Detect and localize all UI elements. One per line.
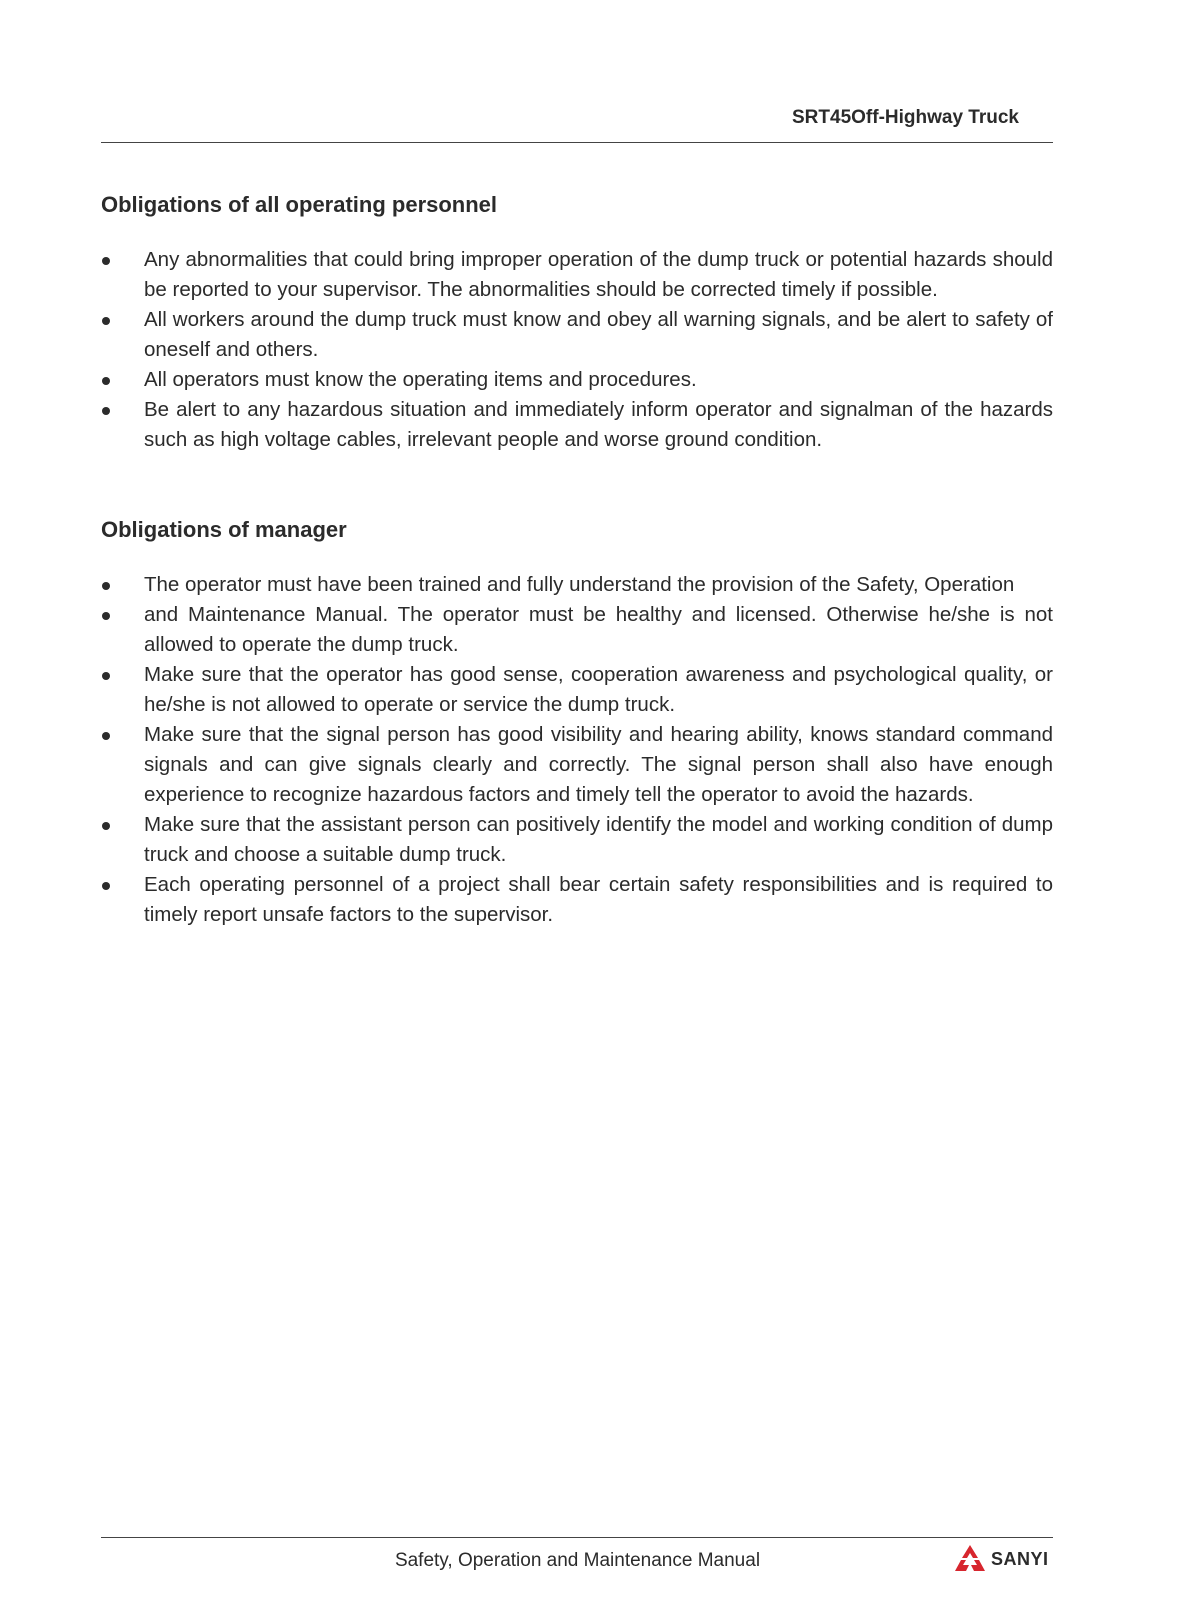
sanyi-logo-icon <box>954 1544 986 1574</box>
footer-title: Safety, Operation and Maintenance Manual <box>394 1550 761 1571</box>
list-item: and Maintenance Manual. The operator must be healthy and licensed. Otherwise he/she is not allowed to operate the dump truck. <box>101 600 1053 660</box>
section-heading-manager: Obligations of manager <box>101 517 347 542</box>
bullet-icon <box>102 732 110 740</box>
bullet-icon <box>102 317 110 325</box>
list-item: Make sure that the assistant person can positively identify the model and working condition of dump truck and choose a suitable dump truck. <box>101 810 1053 870</box>
bullet-icon <box>102 582 110 590</box>
list-item: Each operating personnel of a project shall bear certain safety responsibilities and is required to timely report unsafe factors to the supervisor. <box>101 870 1053 930</box>
bullet-icon <box>102 407 110 415</box>
bullet-icon <box>102 822 110 830</box>
sanyi-logo <box>954 1544 1049 1574</box>
list-item: Be alert to any hazardous situation and immediately inform operator and signalman of the hazards such as high voltage cables, irrelevant people and worse ground condition. <box>101 395 1053 455</box>
section-heading-personnel: Obligations of all operating personnel <box>101 192 498 217</box>
logo-text: SANYI <box>991 1548 1049 1569</box>
personnel-obligations-list <box>101 245 1053 455</box>
list-item: All operators must know the operating items and procedures. <box>101 365 1053 395</box>
header-divider <box>101 142 1053 143</box>
bullet-icon <box>102 672 110 680</box>
list-item: Any abnormalities that could bring improper operation of the dump truck or potential hazards should be reported to your supervisor. The abnormalities should be corrected timely if possible. <box>101 245 1053 305</box>
list-item: Make sure that the operator has good sense, cooperation awareness and psychological quality, or he/she is not allowed to operate or service the dump truck. <box>101 660 1053 720</box>
footer-divider <box>101 1537 1053 1538</box>
bullet-icon <box>102 377 110 385</box>
list-item: Make sure that the signal person has good visibility and hearing ability, knows standard command signals and can give signals clearly and correctly. The signal person shall also have enough experience to recognize hazardous factors and timely tell the operator to avoid the hazards. <box>101 720 1053 810</box>
bullet-icon <box>102 257 110 265</box>
list-item: The operator must have been trained and fully understand the provision of the Safety, Operation <box>101 570 1053 600</box>
bullet-icon <box>102 882 110 890</box>
list-item: All workers around the dump truck must know and obey all warning signals, and be alert to safety of oneself and others. <box>101 305 1053 365</box>
header-title: SRT45Off-Highway Truck <box>792 107 1019 128</box>
manager-obligations-list <box>101 570 1053 930</box>
bullet-icon <box>102 612 110 620</box>
